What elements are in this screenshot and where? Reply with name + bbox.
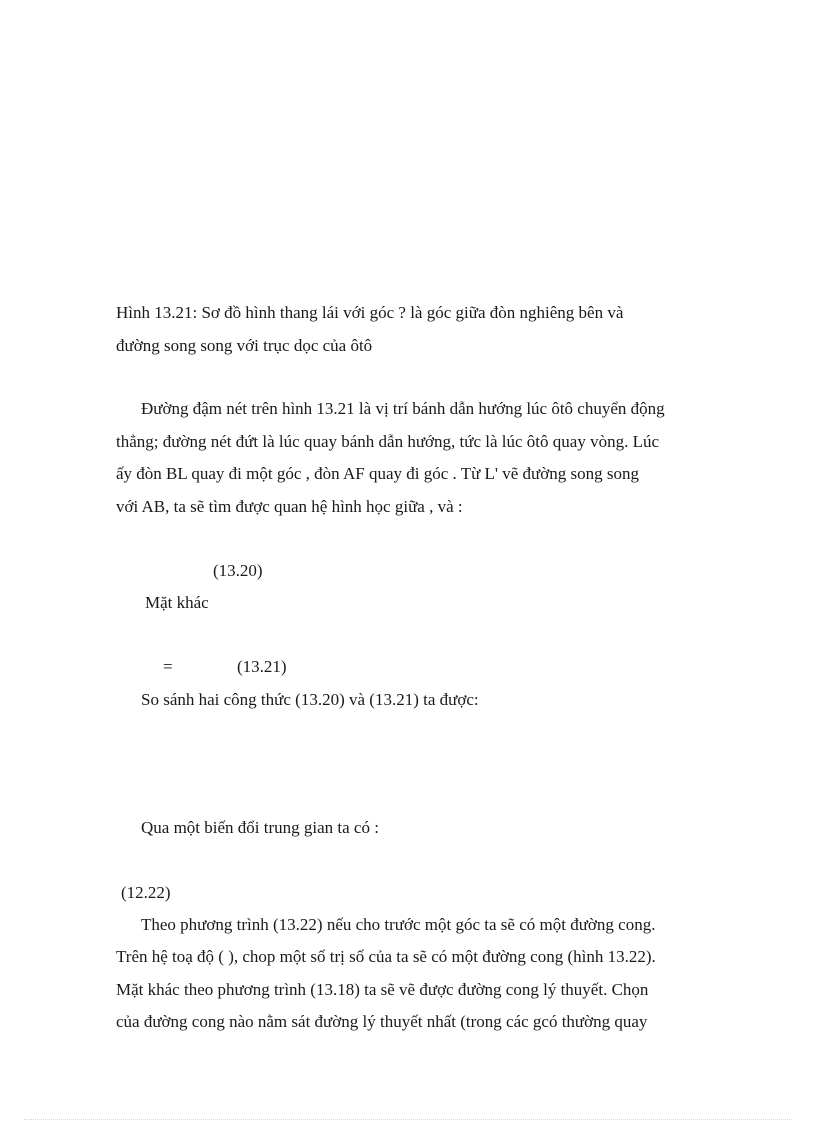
equation-13-20-label: (13.20) xyxy=(213,561,263,580)
equation-13-21-label: (13.21) xyxy=(237,657,287,676)
figure-caption-line-1: Hình 13.21: Sơ đồ hình thang lái với góc ? là góc giữa đòn nghiêng bên và xyxy=(116,303,624,322)
figure-caption-line-2: đường song song với trục dọc của ôtô xyxy=(116,336,373,355)
paragraph-2-line-1: Theo phương trình (13.22) nếu cho trước một góc ta sẽ có một đường cong. xyxy=(141,915,656,934)
paragraph-1-line-2: thẳng; đường nét đứt là lúc quay bánh dẫn hướng, tức là lúc ôtô quay vòng. Lúc xyxy=(116,432,659,451)
paragraph-2-line-4: của đường cong nào nằm sát đường lý thuyết nhất (trong các gcó thường quay xyxy=(116,1012,648,1031)
intermediate-transform-line: Qua một biến đổi trung gian ta có : xyxy=(141,818,379,837)
comparison-line: So sánh hai công thức (13.20) và (13.21) ta được: xyxy=(141,690,479,709)
paragraph-1-line-3: ấy đòn BL quay đi một góc , đòn AF quay đi góc . Từ L' vẽ đường song song xyxy=(116,464,639,483)
paragraph-1-line-1: Đường đậm nét trên hình 13.21 là vị trí bánh dẫn hướng lúc ôtô chuyển động xyxy=(141,399,665,418)
equation-13-21-equals: = xyxy=(163,657,173,676)
mat-khac-text: Mặt khác xyxy=(145,593,209,612)
page-bottom-divider xyxy=(24,1119,792,1120)
paragraph-2-line-3: Mặt khác theo phương trình (13.18) ta sẽ vẽ được đường cong lý thuyết. Chọn xyxy=(116,980,649,999)
paragraph-2-line-2: Trên hệ toạ độ ( ), chop một số trị số của ta sẽ có một đường cong (hình 13.22). xyxy=(116,947,656,966)
equation-12-22-label: (12.22) xyxy=(121,883,171,902)
paragraph-1-line-4: với AB, ta sẽ tìm được quan hệ hình học giữa , và : xyxy=(116,497,463,516)
